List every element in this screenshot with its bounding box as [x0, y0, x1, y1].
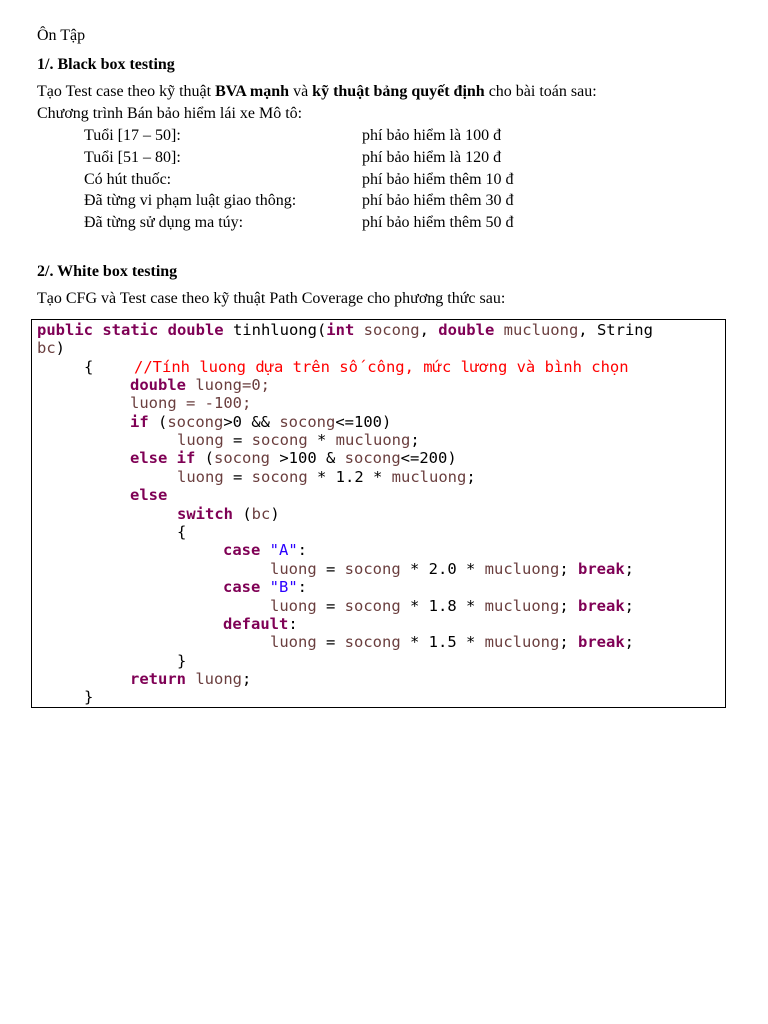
code-punct: ;: [466, 468, 476, 486]
code-variable: luong: [177, 468, 224, 486]
code-variable: socong: [344, 449, 401, 467]
code-keyword: break: [578, 597, 625, 615]
fee-row: [84, 170, 584, 190]
code-variable: mucluong: [484, 633, 560, 651]
code-variable: mucluong: [484, 560, 560, 578]
code-variable: luong: [270, 597, 317, 615]
code-punct: <=200): [400, 449, 457, 467]
code-line: [37, 339, 65, 357]
code-punct: =: [316, 597, 345, 615]
code-keyword: int: [326, 321, 355, 339]
code-variable: luong: [270, 560, 317, 578]
code-variable: socong: [344, 633, 401, 651]
code-line: [177, 468, 476, 486]
code-keyword: public static double: [37, 321, 224, 339]
code-punct: * 2.0 *: [400, 560, 485, 578]
code-keyword: case: [223, 541, 261, 559]
code-variable: luong: [177, 431, 224, 449]
code-keyword: break: [578, 560, 625, 578]
fee-value: phí bảo hiểm là 100 đ: [362, 127, 502, 144]
fee-condition: Tuổi [51 – 80]:: [84, 149, 181, 166]
code-punct: * 1.2 *: [307, 468, 392, 486]
code-punct: [260, 541, 269, 559]
code-punct: <=100): [335, 413, 392, 431]
code-variable: socong: [214, 449, 270, 467]
code-punct: * 1.8 *: [400, 597, 485, 615]
code-line: }: [84, 688, 94, 706]
code-keyword: else if: [130, 449, 196, 467]
code-keyword: default: [223, 615, 289, 633]
code-variable: socong: [279, 413, 336, 431]
code-line: [223, 578, 307, 596]
code-variable: bc: [251, 505, 271, 523]
code-punct: ,: [419, 321, 439, 339]
fee-row: [84, 213, 584, 233]
code-variable: socong: [167, 413, 224, 431]
code-line: [177, 505, 280, 523]
code-line: [177, 431, 420, 449]
code-punct: =: [316, 560, 345, 578]
code-punct: :: [297, 578, 308, 596]
code-punct: ;: [559, 597, 578, 615]
code-variable: socong: [344, 597, 401, 615]
code-keyword: double: [130, 376, 186, 394]
code-punct: ;: [559, 633, 578, 651]
code-variable: luong: [186, 376, 242, 394]
intro-bold-bva: BVA mạnh: [215, 83, 290, 100]
code-punct: ): [55, 339, 66, 357]
code-variable: mucluong: [391, 468, 467, 486]
fee-value: phí bảo hiểm là 120 đ: [362, 149, 502, 166]
code-punct: (: [148, 413, 168, 431]
code-punct: * 1.5 *: [400, 633, 485, 651]
code-line: [84, 358, 93, 376]
code-variable: mucluong: [484, 597, 560, 615]
code-line: luong = -100;: [130, 394, 252, 412]
fee-row: [84, 126, 584, 146]
code-string: "B": [269, 578, 298, 596]
code-variable: socong: [354, 321, 420, 339]
fee-value: phí bảo hiểm thêm 30 đ: [362, 192, 514, 209]
code-punct: ;: [242, 670, 252, 688]
code-punct: ;: [624, 560, 635, 578]
fee-condition: Đã từng vi phạm luật giao thông:: [84, 192, 297, 209]
intro-text-3: cho bài toán sau:: [484, 83, 597, 100]
code-variable: socong: [344, 560, 401, 578]
code-line: {: [177, 523, 187, 541]
code-line: [223, 541, 307, 559]
program-description: Chương trình Bán bảo hiểm lái xe Mô tô:: [37, 105, 303, 122]
code-function-name: tinhluong(: [223, 321, 327, 339]
intro-bold-decision-table: kỹ thuật bảng quyết định: [312, 83, 485, 100]
code-variable: luong: [270, 633, 317, 651]
code-punct: =: [223, 468, 252, 486]
code-punct: ;: [624, 633, 635, 651]
code-keyword: double: [438, 321, 495, 339]
doc-title: Ôn Tập: [37, 27, 86, 44]
code-punct: ;: [410, 431, 420, 449]
code-keyword: break: [578, 633, 625, 651]
code-line: [223, 615, 298, 633]
code-line: [37, 321, 653, 339]
section2-heading: 2/. White box testing: [37, 263, 178, 280]
code-variable: socong: [251, 431, 308, 449]
fee-condition: Có hút thuốc:: [84, 171, 172, 188]
fee-condition: Tuổi [17 – 50]:: [84, 127, 181, 144]
code-keyword: case: [223, 578, 261, 596]
code-keyword: if: [130, 413, 149, 431]
code-punct: ): [270, 505, 280, 523]
code-punct: , String: [578, 321, 653, 339]
code-variable: bc: [37, 339, 56, 357]
code-string: "A": [269, 541, 298, 559]
fee-value: phí bảo hiểm thêm 50 đ: [362, 214, 514, 231]
fee-condition: Đã từng sử dụng ma túy:: [84, 214, 244, 231]
code-punct: =0;: [242, 376, 270, 394]
code-variable: luong: [186, 670, 242, 688]
fee-row: [84, 148, 584, 168]
code-variable: socong: [251, 468, 308, 486]
code-punct: {: [84, 358, 94, 376]
code-punct: ;: [624, 597, 635, 615]
code-punct: *: [307, 431, 336, 449]
intro-text-1: Tạo Test case theo kỹ thuật: [37, 83, 216, 100]
code-punct: =: [223, 431, 252, 449]
code-variable: mucluong: [335, 431, 411, 449]
code-punct: ;: [559, 560, 578, 578]
code-comment: //Tính luong dựa trên số công, mức lương và bình chọn: [134, 358, 629, 376]
code-punct: (: [233, 505, 252, 523]
code-line: [130, 670, 251, 688]
code-keyword: return: [130, 670, 186, 688]
code-punct: >100 &: [270, 449, 345, 467]
code-keyword: else: [130, 486, 168, 504]
code-line: [270, 560, 634, 578]
code-punct: :: [297, 541, 308, 559]
code-variable: mucluong: [494, 321, 579, 339]
code-punct: :: [288, 615, 298, 633]
fee-value: phí bảo hiểm thêm 10 đ: [362, 171, 514, 188]
code-line: [270, 633, 634, 651]
code-punct: (: [195, 449, 214, 467]
fee-row: [84, 191, 584, 211]
code-block: [31, 319, 726, 708]
code-line: [130, 449, 457, 467]
code-line: }: [177, 652, 187, 670]
code-punct: [260, 578, 269, 596]
section1-heading: 1/. Black box testing: [37, 56, 175, 73]
code-line: [130, 413, 391, 431]
code-line: [270, 597, 634, 615]
code-line: [130, 486, 167, 504]
section2-intro: Tạo CFG và Test case theo kỹ thuật Path Coverage cho phương thức sau:: [37, 290, 506, 307]
code-punct: =: [316, 633, 345, 651]
intro-text-2: và: [289, 83, 313, 100]
section1-intro: [37, 82, 597, 102]
code-line: [130, 376, 270, 394]
code-punct: >0 &&: [223, 413, 280, 431]
code-keyword: switch: [177, 505, 233, 523]
